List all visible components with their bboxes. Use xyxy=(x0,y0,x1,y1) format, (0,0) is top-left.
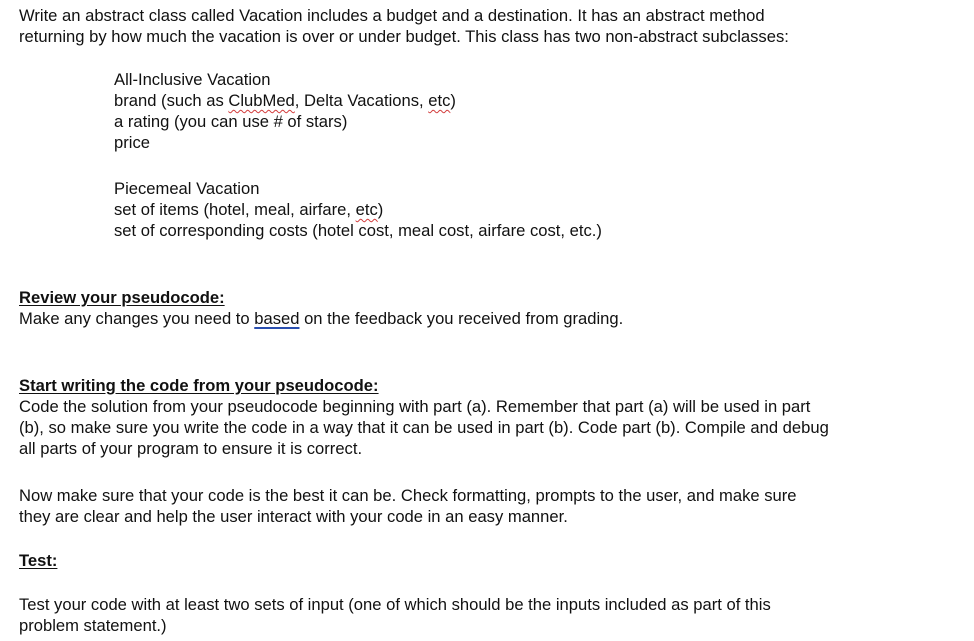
all-inclusive-price: price xyxy=(114,133,150,152)
all-inclusive-rating: a rating (you can use # of stars) xyxy=(114,112,348,131)
review-text xyxy=(19,308,623,329)
brand-etc: etc xyxy=(428,91,451,110)
quality-paragraph xyxy=(19,485,797,527)
intro-paragraph xyxy=(19,5,789,47)
intro-line-1: Write an abstract class called Vacation includes a budget and a destination. It has an abstract method xyxy=(19,6,765,25)
items-suffix: ) xyxy=(377,200,384,219)
items-prefix: set of items (hotel, meal, airfare, xyxy=(114,200,356,219)
start-heading: Start writing the code from your pseudocode: xyxy=(19,376,379,395)
start-line-1: Code the solution from your pseudocode beginning with part (a). Remember that part (a) will be used in part xyxy=(19,397,811,416)
intro-line-2: returning by how much the vacation is over or under budget. This class has two non-abstract subclasses: xyxy=(19,27,789,46)
test-paragraph xyxy=(19,594,771,636)
review-section xyxy=(19,287,623,329)
quality-line-2: they are clear and help the user interact with your code in an easy manner. xyxy=(19,507,568,526)
all-inclusive-block xyxy=(114,69,456,153)
brand-middle: , Delta Vacations, xyxy=(294,91,429,110)
piecemeal-costs: set of corresponding costs (hotel cost, meal cost, airfare cost, etc.) xyxy=(114,221,602,240)
piecemeal-title: Piecemeal Vacation xyxy=(114,179,260,198)
test-line-1: Test your code with at least two sets of input (one of which should be the inputs included as part of this xyxy=(19,595,771,614)
piecemeal-items xyxy=(114,199,602,220)
brand-suffix: ) xyxy=(450,91,456,110)
start-section xyxy=(19,375,829,459)
brand-clubmed: ClubMed xyxy=(228,91,295,110)
document-page xyxy=(19,0,964,641)
all-inclusive-brand xyxy=(114,90,456,111)
brand-prefix: brand (such as xyxy=(114,91,229,110)
test-section xyxy=(19,550,57,571)
test-heading: Test: xyxy=(19,551,58,570)
review-text-suffix: on the feedback you received from grading. xyxy=(299,309,624,328)
start-line-3: all parts of your program to ensure it is correct. xyxy=(19,439,363,458)
start-line-2: (b), so make sure you write the code in a way that it can be used in part (b). Code part (b). Compile and debug xyxy=(19,418,829,437)
test-line-2: problem statement.) xyxy=(19,616,167,635)
piecemeal-block xyxy=(114,178,602,241)
review-heading: Review your pseudocode: xyxy=(19,288,225,307)
all-inclusive-title: All-Inclusive Vacation xyxy=(114,70,271,89)
review-text-prefix: Make any changes you need to xyxy=(19,309,255,328)
quality-line-1: Now make sure that your code is the best it can be. Check formatting, prompts to the user, and make sure xyxy=(19,486,797,505)
review-text-based: based xyxy=(254,309,300,328)
items-etc: etc xyxy=(355,200,378,219)
